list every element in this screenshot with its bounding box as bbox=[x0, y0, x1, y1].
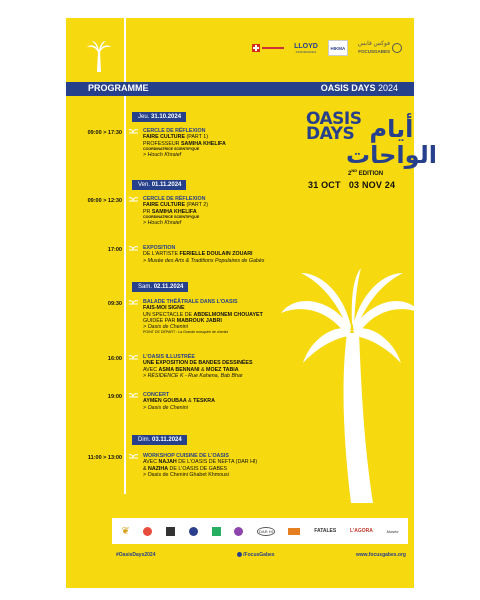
partner-logo-icon bbox=[212, 527, 221, 536]
palm-tree-logo-icon bbox=[86, 39, 112, 73]
palm-marker-icon bbox=[128, 246, 139, 254]
palm-marker-icon bbox=[128, 300, 139, 308]
fatales-logo: FATALES bbox=[314, 528, 337, 534]
lloyd-logo: LLOYD ASSURANCES bbox=[294, 42, 318, 54]
partner-logo-icon bbox=[189, 527, 198, 536]
partner-logo-icon bbox=[143, 527, 152, 536]
banner-title: OASIS DAYS 2024 bbox=[320, 83, 398, 93]
focusgabes-logo: فوكس قابس FOCUSGABES bbox=[358, 41, 402, 55]
event-title: OASIS DAYS bbox=[306, 109, 362, 144]
event-time: 09:00 > 17:30 bbox=[87, 130, 122, 136]
swiss-cross-icon bbox=[252, 44, 260, 52]
event-dates: 31 OCT 03 NOV 24 bbox=[308, 180, 396, 190]
dar-hi-logo: DAR HI bbox=[259, 528, 273, 534]
event-block: EXPOSITION DE L'ARTISTE FERIELLE DOULAIN ZOUARI > Musée des Arts & Traditions Populaires de Gabès bbox=[143, 245, 265, 264]
palm-marker-icon bbox=[128, 454, 139, 462]
hashtag: #OasisDays2024 bbox=[116, 552, 156, 558]
event-time: 19:00 bbox=[107, 394, 122, 400]
partner-logo-icon bbox=[234, 527, 243, 536]
palm-tree-decoration-icon bbox=[281, 268, 421, 503]
edition-label: 2ND EDITION bbox=[348, 168, 384, 177]
event-block: CONCERT AYMEN GOUBAA & TESKRA > Oasis de Chenini bbox=[143, 392, 215, 411]
event-block: WORKSHOP CUISINE DE L'OASIS AVEC NAJAH DE L'OASIS DE NEFTA (DAR HI) & NAZIHA DE L'OASIS DE GABES > Oasis de Chenini Ghabet Khmousi bbox=[143, 453, 258, 478]
event-block: BALADE THÉÂTRALE DANS L'OASIS FAIS-MOI SIGNE UN SPECTACLE DE ABDELMONEM CHOUAYET GUIDÉE PAR MABROUK JABRI > Oasis de Chenini POINT DE DÉPART : La Grande mosquée de chenini bbox=[143, 299, 263, 335]
palm-marker-icon bbox=[128, 355, 139, 363]
hikma-logo: HIKMA bbox=[328, 40, 348, 56]
musee-logo: Musée bbox=[386, 528, 399, 534]
palm-marker-icon bbox=[128, 393, 139, 401]
event-time: 16:00 bbox=[107, 356, 122, 362]
date-header: Dim. 03.11.2024 bbox=[132, 435, 187, 445]
palm-logo-icon: ❦ bbox=[121, 525, 130, 537]
swiss-embassy-logo bbox=[252, 44, 284, 52]
programme-banner bbox=[66, 82, 414, 96]
focus-circle-icon bbox=[392, 43, 402, 53]
date-header: Jeu. 31.10.2024 bbox=[132, 112, 186, 122]
agora-logo: L'AGORA bbox=[349, 528, 373, 534]
website-link[interactable]: www.focusgabes.org bbox=[355, 552, 406, 558]
event-time: 17:00 bbox=[107, 247, 122, 253]
event-time: 11:00 > 13:00 bbox=[87, 455, 122, 461]
date-header: Sam. 02.11.2024 bbox=[132, 282, 188, 292]
partner-logo-icon bbox=[288, 528, 300, 535]
event-block: L'OASIS ILLUSTRÉE UNE EXPOSITION DE BANDES DESSINÉES AVEC ASMA BENNANI & MOEZ TABIA > RÉSIDENCE K - Rue Kahena, Bab Bhar bbox=[143, 354, 253, 379]
partner-logo-icon bbox=[166, 527, 175, 536]
sponsors-top bbox=[252, 40, 402, 56]
palm-marker-icon bbox=[128, 197, 139, 205]
event-time: 09:30 bbox=[107, 301, 122, 307]
programme-label: PROGRAMME bbox=[88, 83, 149, 93]
event-time: 09:00 > 12:30 bbox=[87, 198, 122, 204]
event-block: CERCLE DE RÉFLEXION FAIRE CULTURE (PART 1) PROFESSEUR SAMIHA KHELIFA COORDINATRICE SCIENTIFIQUE > Houch Khraief bbox=[143, 128, 226, 158]
arabic-title: أيام الواحات bbox=[346, 115, 437, 169]
facebook-icon bbox=[237, 552, 242, 557]
event-block: CERCLE DE RÉFLEXION FAIRE CULTURE (PART 2) PR SAMIHA KHELIFA COORDINATRICE SCIENTIFIQUE > Houch Khraief bbox=[143, 196, 208, 226]
footer bbox=[116, 552, 406, 558]
poster bbox=[66, 18, 437, 588]
social-handle: /FocusGabes bbox=[237, 552, 275, 558]
partner-logos bbox=[112, 518, 408, 544]
palm-marker-icon bbox=[128, 129, 139, 137]
date-header: Ven. 01.11.2024 bbox=[132, 180, 186, 190]
